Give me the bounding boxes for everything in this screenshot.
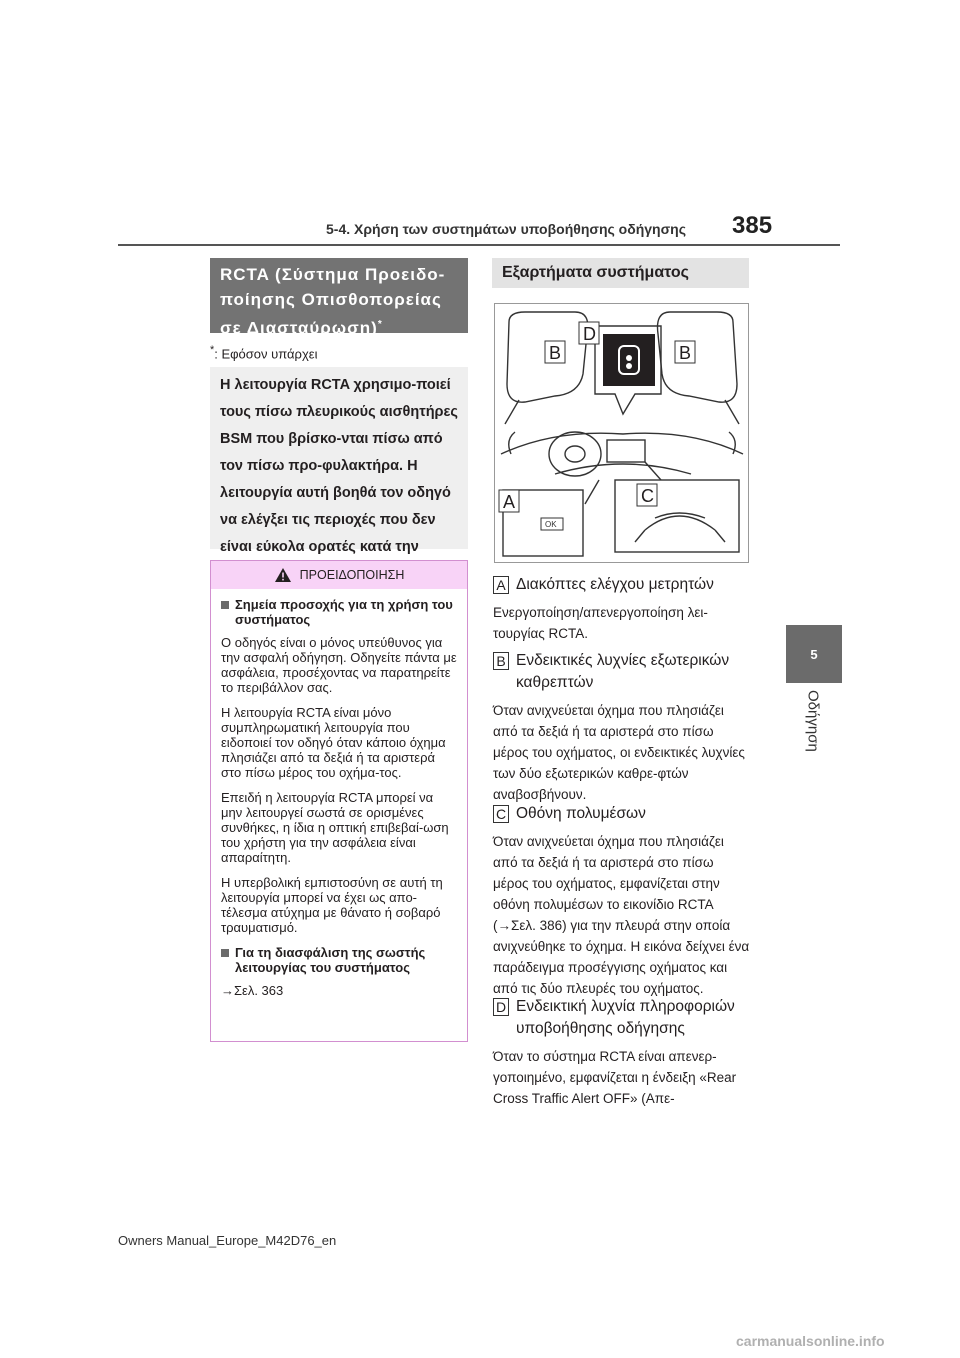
warning-body [211, 589, 467, 1014]
component-item-b [493, 650, 751, 805]
item-label: Ενδεικτικές λυχνίες εξωτερικών καθρεπτών [516, 652, 730, 691]
rcta-title [210, 258, 468, 338]
header-divider [118, 244, 840, 246]
rcta-title-line3: σε Διασταύρωση) [220, 318, 378, 338]
component-item-c [493, 803, 751, 999]
item-badge: A [493, 576, 509, 594]
rcta-title-line2: ποίησης Οπισθοπορείας [220, 290, 442, 309]
footnote-mark: * [210, 344, 215, 356]
warning-paragraph: Η υπερβολική εμπιστοσύνη σε αυτή τη λειτουργία μπορεί να έχει ως απο-τέλεσμα ατύχημα με θάνατο ή σοβαρό τραυματισμό. [221, 875, 443, 935]
intro-box: Η λειτουργία RCTA χρησιμο-ποιεί τους πίσω πλευρικούς αισθητήρες BSM που βρίσκο-νται πίσω από τον πίσω προ-φυλακτήρα. Η λειτουργία αυτή βοηθά τον οδηγό να ελέγξει τις περιοχές που δεν είναι εύκολα ορατές κατά την [210, 367, 468, 549]
watermark: carmanualsonline.info [736, 1333, 885, 1349]
warning-subheading-1 [221, 597, 457, 627]
footnote-text: : Εφόσον υπάρχει [214, 346, 318, 362]
warning-triangle-icon [274, 567, 292, 583]
item-description: Ενεργοποίηση/απενεργοποίηση λει-τουργίας RCTA. [493, 605, 708, 641]
item-badge: C [493, 805, 509, 823]
chapter-number: 5 [810, 646, 818, 662]
rcta-title-line1: RCTA (Σύστημα Προειδο- [220, 265, 446, 284]
item-label: Διακόπτες ελέγχου μετρητών [516, 576, 714, 593]
warning-paragraph: Επειδή η λειτουργία RCTA μπορεί να μην λειτουργεί σωστά σε ορισμένες συνθήκες, η ίδια η οπτική επιβεβαί-ωση του χρήστη για την ασφάλεια είναι απαραίτητη. [221, 790, 449, 865]
callout-d: D [583, 324, 596, 344]
callout-b-left: B [549, 343, 562, 363]
system-components-title: Εξαρτήματα συστήματος [492, 258, 749, 288]
title-footnote-mark: * [377, 319, 383, 330]
arrow-icon: → [221, 983, 234, 998]
square-bullet-icon [221, 601, 229, 609]
item-badge: B [493, 652, 509, 670]
item-label: Ενδεικτική λυχνία πληροφοριών υποβοήθησης οδήγησης [516, 998, 735, 1037]
item-description: Όταν ανιχνεύεται όχημα που πλησιάζει από τα δεξιά ή τα αριστερά στο πίσω μέρος του οχήματος, οι ενδεικτικές λυχνίες των δύο εξωτερικών καθρε-φτών αναβοσβήνουν. [493, 703, 745, 802]
page-number: 385 [732, 212, 773, 239]
callout-b-right: B [679, 343, 692, 363]
chapter-tab[interactable] [786, 625, 842, 683]
item-badge: D [493, 998, 509, 1016]
section-heading: 5-4. Χρήση των συστημάτων υποβοήθησης οδήγησης [326, 221, 687, 237]
ok-button-label: OK [545, 520, 557, 529]
warning-box [210, 560, 468, 1042]
footer-doc-id: Owners Manual_Europe_M42D76_en [118, 1233, 337, 1248]
item-label: Οθόνη πολυμέσων [516, 805, 646, 822]
square-bullet-icon [221, 949, 229, 957]
warning-heading: ΠΡΟΕΙΔΟΠΟΙΗΣΗ [299, 568, 405, 582]
page-reference[interactable] [221, 983, 457, 998]
warning-sub2-text: Για τη διασφάλιση της σωστής λειτουργίας του συστήματος [235, 945, 426, 975]
warning-paragraph: Η λειτουργία RCTA είναι μόνο συμπληρωματική λειτουργία που ειδοποιεί τον οδηγό όταν κάποιο όχημα πλησιάζει από τα δεξιά ή τα αριστερά στο πίσω μέρος του οχήμα-τος. [221, 705, 446, 780]
chapter-label: Οδήγηση [804, 690, 822, 752]
component-item-d [493, 996, 751, 1109]
warning-header [211, 561, 467, 589]
callout-c: C [641, 486, 654, 506]
warning-sub1-text: Σημεία προσοχής για τη χρήση του συστήματος [235, 597, 453, 627]
item-description: Όταν ανιχνεύεται όχημα που πλησιάζει από τα δεξιά ή τα αριστερά στο πίσω μέρος του οχήματος, εμφανίζεται στην οθόνη πολυμέσων το εικονίδιο RCTA (→Σελ. 386) για την πλευρά στην οποία ανιχνεύθηκε το όχημα. Η εικόνα δείχνει ένα παράδειγμα προσέγγισης οχήματος και από τις δύο πλευρές του οχήματος. [493, 834, 750, 996]
footnote [210, 344, 317, 361]
warning-subheading-2 [221, 945, 457, 975]
page-reference-text: Σελ. 363 [234, 983, 284, 998]
callout-a: A [503, 492, 516, 512]
component-item-a [493, 574, 751, 644]
item-description: Όταν το σύστημα RCTA είναι απενερ-γοποιημένο, εμφανίζεται η ένδειξη «Rear Cross Traffic Alert OFF» (Απε- [493, 1049, 737, 1106]
dashboard-illustration-svg [495, 304, 748, 562]
warning-paragraph: Ο οδηγός είναι ο μόνος υπεύθυνος για την ασφαλή οδήγηση. Οδηγείτε πάντα με ασφάλεια, προσέχοντας να παρατηρείτε το περιβάλλον σας. [221, 635, 457, 695]
dashboard-illustration [494, 303, 749, 563]
rcta-title-line3-wrap [220, 312, 458, 341]
